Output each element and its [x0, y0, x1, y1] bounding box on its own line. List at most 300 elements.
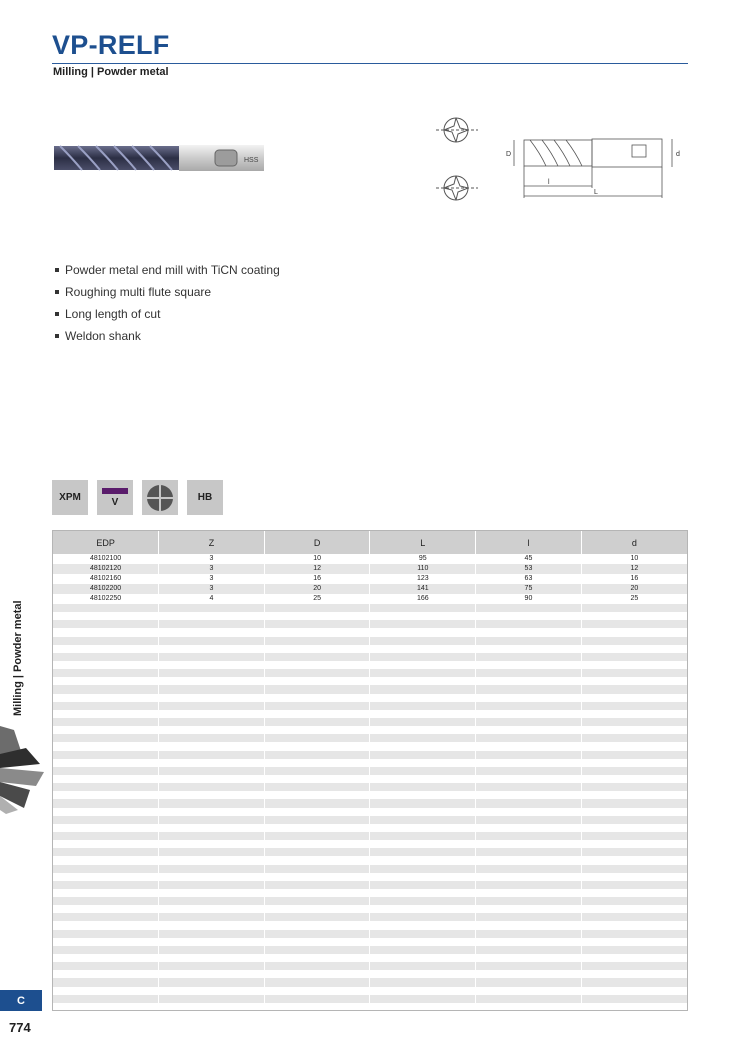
table-cell — [159, 620, 265, 628]
table-row-empty — [53, 946, 687, 954]
table-cell — [476, 661, 582, 669]
table-cell — [159, 661, 265, 669]
table-cell: 3 — [159, 574, 265, 584]
col-edp: EDP — [53, 531, 159, 554]
cutter-graphic-icon — [0, 724, 48, 816]
table-row — [53, 564, 687, 574]
table-cell — [264, 848, 370, 856]
table-cell — [53, 1003, 159, 1011]
table-cell — [476, 718, 582, 726]
table-cell — [581, 661, 687, 669]
table-cell — [53, 791, 159, 799]
table-cell — [476, 816, 582, 824]
table-cell — [53, 840, 159, 848]
table-cell: 141 — [370, 584, 476, 594]
table-cell — [370, 637, 476, 645]
table-cell — [159, 938, 265, 946]
table-cell — [53, 734, 159, 742]
cross-section-drawing — [432, 104, 484, 212]
table-cell — [264, 970, 370, 978]
table-row-empty — [53, 816, 687, 824]
table-row-empty — [53, 856, 687, 864]
table-cell — [53, 905, 159, 913]
table-row-empty — [53, 742, 687, 750]
table-row-empty — [53, 751, 687, 759]
table-cell — [581, 612, 687, 620]
table-cell — [581, 995, 687, 1003]
table-cell — [476, 742, 582, 750]
table-cell — [581, 645, 687, 653]
feature-item: Powder metal end mill with TiCN coating — [55, 262, 280, 284]
table-cell — [159, 962, 265, 970]
table-cell — [370, 970, 476, 978]
table-row-empty — [53, 759, 687, 767]
table-cell — [159, 669, 265, 677]
table-row-empty — [53, 995, 687, 1003]
shank-mark: HSS — [244, 157, 259, 164]
table-cell — [581, 702, 687, 710]
table-cell — [476, 669, 582, 677]
table-row-empty — [53, 702, 687, 710]
table-cell — [370, 628, 476, 636]
table-cell — [476, 938, 582, 946]
table-cell — [581, 767, 687, 775]
table-row-empty — [53, 921, 687, 929]
table-cell — [264, 710, 370, 718]
table-cell — [159, 808, 265, 816]
table-cell — [53, 995, 159, 1003]
table-cell — [53, 824, 159, 832]
feature-item: Roughing multi flute square — [55, 284, 280, 306]
table-cell — [581, 775, 687, 783]
table-cell — [159, 637, 265, 645]
table-cell — [476, 881, 582, 889]
table-cell — [581, 726, 687, 734]
dim-label-L: L — [594, 189, 598, 196]
table-cell — [53, 718, 159, 726]
table-cell — [370, 881, 476, 889]
table-cell — [581, 791, 687, 799]
table-cell — [370, 808, 476, 816]
table-cell — [159, 702, 265, 710]
table-cell — [264, 669, 370, 677]
table-cell — [581, 669, 687, 677]
table-cell — [264, 905, 370, 913]
table-cell — [476, 978, 582, 986]
table-row-empty — [53, 775, 687, 783]
table-cell: 25 — [264, 594, 370, 604]
table-cell — [581, 742, 687, 750]
table-cell — [53, 897, 159, 905]
table-cell — [476, 628, 582, 636]
table-cell — [476, 775, 582, 783]
table-cell — [159, 645, 265, 653]
table-cell — [159, 628, 265, 636]
table-cell — [264, 620, 370, 628]
table-cell — [476, 620, 582, 628]
feature-item: Long length of cut — [55, 306, 280, 328]
table-cell — [264, 645, 370, 653]
table-cell — [476, 612, 582, 620]
table-cell — [476, 905, 582, 913]
table-cell — [53, 856, 159, 864]
table-row-empty — [53, 905, 687, 913]
table-cell — [53, 604, 159, 612]
table-cell — [370, 653, 476, 661]
table-cell — [264, 799, 370, 807]
table-cell — [159, 905, 265, 913]
table-row-empty — [53, 669, 687, 677]
table-cell — [370, 751, 476, 759]
table-cell — [53, 612, 159, 620]
dim-label-l: l — [548, 179, 550, 186]
table-cell — [264, 832, 370, 840]
table-cell — [370, 889, 476, 897]
table-cell — [476, 921, 582, 929]
table-cell — [370, 856, 476, 864]
table-row-empty — [53, 661, 687, 669]
table-cell — [476, 970, 582, 978]
table-row — [53, 584, 687, 594]
table-cell: 48102120 — [53, 564, 159, 574]
table-cell — [53, 677, 159, 685]
badge-geometry — [142, 480, 178, 515]
table-cell — [476, 832, 582, 840]
table-cell — [476, 799, 582, 807]
table-cell — [370, 873, 476, 881]
table-cell — [370, 978, 476, 986]
table-cell — [53, 637, 159, 645]
table-cell: 3 — [159, 554, 265, 564]
table-cell — [476, 791, 582, 799]
table-row-empty — [53, 865, 687, 873]
table-cell — [159, 856, 265, 864]
badge-shank-hb: HB — [187, 480, 223, 515]
table-cell — [370, 685, 476, 693]
table-cell — [159, 946, 265, 954]
table-cell — [370, 1003, 476, 1011]
table-cell: 45 — [476, 554, 582, 564]
table-cell — [476, 824, 582, 832]
section-tab: C — [0, 990, 42, 1011]
table-cell — [370, 677, 476, 685]
table-cell — [370, 799, 476, 807]
table-row-empty — [53, 799, 687, 807]
table-row-empty — [53, 897, 687, 905]
table-cell: 48102250 — [53, 594, 159, 604]
page-subtitle: Milling | Powder metal — [53, 66, 169, 78]
side-section-label: Milling | Powder metal — [12, 600, 24, 716]
table-cell — [476, 783, 582, 791]
table-cell — [53, 913, 159, 921]
table-cell — [476, 865, 582, 873]
table-cell — [581, 954, 687, 962]
table-cell — [264, 946, 370, 954]
table-cell — [370, 726, 476, 734]
table-cell — [264, 612, 370, 620]
table-row-empty — [53, 930, 687, 938]
table-row-empty — [53, 767, 687, 775]
table-cell — [581, 653, 687, 661]
table-cell — [264, 921, 370, 929]
table-cell — [264, 783, 370, 791]
col-L: L — [370, 531, 476, 554]
table-cell — [370, 816, 476, 824]
table-cell — [53, 751, 159, 759]
table-cell: 16 — [264, 574, 370, 584]
dimension-drawing — [500, 130, 695, 200]
table-row-empty — [53, 645, 687, 653]
table-cell: 48102160 — [53, 574, 159, 584]
table-row-empty — [53, 726, 687, 734]
table-cell — [53, 783, 159, 791]
table-cell — [370, 987, 476, 995]
table-cell — [264, 604, 370, 612]
page-title: VP-RELF — [52, 30, 170, 60]
table-row-empty — [53, 612, 687, 620]
table-cell — [370, 775, 476, 783]
table-cell — [264, 685, 370, 693]
table-cell: 75 — [476, 584, 582, 594]
table-cell — [264, 661, 370, 669]
page-number: 774 — [9, 1020, 31, 1035]
table-row-empty — [53, 889, 687, 897]
table-cell — [53, 710, 159, 718]
table-cell — [264, 978, 370, 986]
table-cell — [53, 816, 159, 824]
table-cell — [370, 824, 476, 832]
table-cell — [159, 816, 265, 824]
table-cell — [370, 832, 476, 840]
table-cell: 95 — [370, 554, 476, 564]
table-row-empty — [53, 938, 687, 946]
table-cell — [581, 694, 687, 702]
table-cell — [53, 970, 159, 978]
table-cell — [264, 840, 370, 848]
table-cell — [476, 962, 582, 970]
table-cell — [476, 848, 582, 856]
table-cell — [53, 628, 159, 636]
table-row-empty — [53, 962, 687, 970]
table-cell: 166 — [370, 594, 476, 604]
table-cell — [159, 978, 265, 986]
table-cell — [370, 734, 476, 742]
table-cell — [581, 905, 687, 913]
table-cell — [264, 767, 370, 775]
table-cell — [581, 978, 687, 986]
table-cell — [53, 702, 159, 710]
table-cell — [159, 751, 265, 759]
table-cell — [264, 913, 370, 921]
col-l: l — [476, 531, 582, 554]
table-cell — [53, 726, 159, 734]
table-cell — [159, 677, 265, 685]
table-cell — [476, 604, 582, 612]
table-cell — [581, 921, 687, 929]
table-cell — [159, 889, 265, 897]
table-cell — [370, 702, 476, 710]
table-cell — [264, 889, 370, 897]
table-cell — [53, 669, 159, 677]
table-cell — [370, 718, 476, 726]
table-cell — [476, 637, 582, 645]
table-row-empty — [53, 791, 687, 799]
table-row-empty — [53, 824, 687, 832]
table-cell — [159, 865, 265, 873]
table-cell: 10 — [581, 554, 687, 564]
table-cell — [476, 767, 582, 775]
table-cell — [159, 791, 265, 799]
table-cell — [159, 873, 265, 881]
dim-label-D: D — [506, 151, 512, 158]
table-cell — [476, 734, 582, 742]
product-table — [52, 530, 688, 1011]
table-row-empty — [53, 637, 687, 645]
col-D: D — [264, 531, 370, 554]
table-cell — [264, 816, 370, 824]
table-cell — [53, 694, 159, 702]
table-cell — [581, 840, 687, 848]
table-cell — [264, 881, 370, 889]
table-cell — [53, 685, 159, 693]
table-cell — [264, 856, 370, 864]
table-cell — [159, 775, 265, 783]
table-cell — [264, 938, 370, 946]
table-cell — [581, 816, 687, 824]
table-cell — [476, 710, 582, 718]
table-cell — [370, 930, 476, 938]
table-cell — [581, 946, 687, 954]
table-cell: 12 — [581, 564, 687, 574]
table-cell — [53, 799, 159, 807]
table-cell — [370, 645, 476, 653]
table-cell — [581, 970, 687, 978]
table-row-empty — [53, 978, 687, 986]
table-cell — [264, 751, 370, 759]
table-cell — [159, 726, 265, 734]
table-cell — [159, 799, 265, 807]
table-cell — [476, 685, 582, 693]
table-cell — [370, 840, 476, 848]
table-row — [53, 574, 687, 584]
table-cell — [476, 694, 582, 702]
table-cell — [159, 995, 265, 1003]
table-cell — [476, 677, 582, 685]
table-cell — [370, 921, 476, 929]
table-row — [53, 594, 687, 604]
table-row-empty — [53, 954, 687, 962]
table-cell — [53, 889, 159, 897]
table-cell — [53, 759, 159, 767]
table-cell — [53, 661, 159, 669]
table-cell — [370, 913, 476, 921]
table-cell — [159, 767, 265, 775]
coating-stripe — [102, 488, 128, 494]
table-cell — [264, 954, 370, 962]
table-cell — [159, 783, 265, 791]
badge-coating: V — [97, 480, 133, 515]
table-cell — [159, 848, 265, 856]
table-cell: 110 — [370, 564, 476, 574]
table-cell — [264, 791, 370, 799]
table-cell — [370, 848, 476, 856]
table-cell — [581, 897, 687, 905]
table-cell — [476, 913, 582, 921]
table-cell — [370, 759, 476, 767]
table-cell — [581, 759, 687, 767]
table-cell — [581, 799, 687, 807]
table-row-empty — [53, 783, 687, 791]
table-cell — [159, 840, 265, 848]
table-cell — [264, 759, 370, 767]
table-cell — [476, 840, 582, 848]
feature-item: Weldon shank — [55, 328, 280, 350]
table-cell: 4 — [159, 594, 265, 604]
table-row-empty — [53, 734, 687, 742]
table-cell — [476, 897, 582, 905]
table-cell — [370, 742, 476, 750]
table-cell — [581, 637, 687, 645]
table-cell: 20 — [581, 584, 687, 594]
table-cell — [159, 734, 265, 742]
table-cell — [581, 783, 687, 791]
table-row-empty — [53, 677, 687, 685]
table-cell — [159, 604, 265, 612]
table-cell — [53, 938, 159, 946]
table-cell — [370, 897, 476, 905]
table-cell — [53, 946, 159, 954]
table-cell — [370, 694, 476, 702]
table-cell — [53, 865, 159, 873]
table-cell — [53, 848, 159, 856]
table-row-empty — [53, 694, 687, 702]
table-cell — [370, 865, 476, 873]
table-cell — [370, 767, 476, 775]
table-row-empty — [53, 873, 687, 881]
table-cell — [581, 604, 687, 612]
table-cell — [370, 954, 476, 962]
table-cell — [264, 865, 370, 873]
table-cell — [581, 734, 687, 742]
table-cell — [370, 669, 476, 677]
table-cell — [476, 653, 582, 661]
table-cell — [370, 604, 476, 612]
table-row-empty — [53, 718, 687, 726]
table-cell — [53, 808, 159, 816]
table-cell — [159, 881, 265, 889]
table-cell — [159, 612, 265, 620]
table-cell — [159, 921, 265, 929]
table-cell — [264, 930, 370, 938]
table-cell — [159, 694, 265, 702]
table-cell — [53, 873, 159, 881]
table-cell — [581, 848, 687, 856]
table-cell — [53, 881, 159, 889]
table-cell — [581, 677, 687, 685]
table-cell — [264, 742, 370, 750]
table-cell — [53, 832, 159, 840]
table-cell — [264, 694, 370, 702]
table-cell — [476, 856, 582, 864]
table-cell — [581, 628, 687, 636]
table-header-row — [53, 531, 687, 554]
table-cell — [581, 1003, 687, 1011]
table-cell — [53, 620, 159, 628]
table-row-empty — [53, 808, 687, 816]
table-cell — [264, 808, 370, 816]
table-cell — [264, 718, 370, 726]
table-cell — [264, 987, 370, 995]
